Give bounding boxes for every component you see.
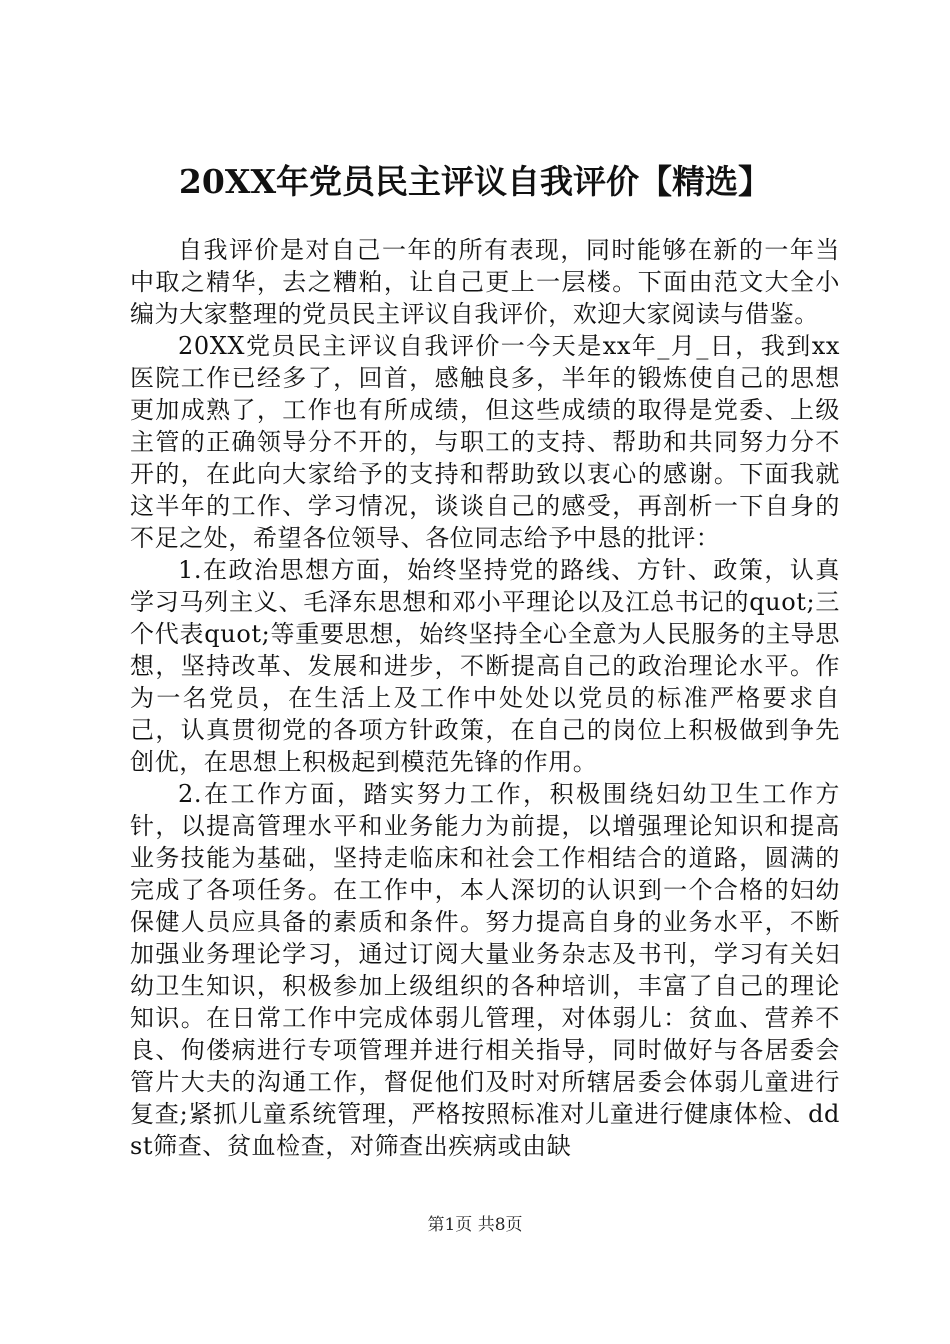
document-title: 20XX年党员民主评议自我评价【精选】 [178,162,772,201]
paragraph-opening: 20XX党员民主评议自我评价一今天是xx年_月_日，我到xx医院工作已经多了，回首，感触良多，半年的锻炼使自己的思想更加成熟了，工作也有所成绩，但这些成绩的取得是党委、上级主管的正确领导分不开的，与职工的支持、帮助和共同努力分不开的，在此向大家给予的支持和帮助致以衷心的感谢。下面我就这半年的工作、学习情况，谈谈自己的感受，再剖析一下自身的不足之处，希望各位领导、各位同志给予中恳的批评： [130,332,840,552]
paragraph-political: 1.在政治思想方面，始终坚持党的路线、方针、政策，认真学习马列主义、毛泽东思想和邓小平理论以及江总书记的quot;三个代表quot;等重要思想，始终坚持全心全意为人民服务的主导思想，坚持改革、发展和进步，不断提高自己的政治理论水平。作为一名党员，在生活上及工作中处处以党员的标准严格要求自己，认真贯彻党的各项方针政策，在自己的岗位上积极做到争先创优，在思想上积极起到模范先锋的作用。 [130,556,840,776]
document-body [130,234,840,1162]
page-number-footer: 第1页 共8页 [427,1215,523,1235]
paragraph-intro: 自我评价是对自己一年的所有表现，同时能够在新的一年当中取之精华，去之糟粕，让自己更上一层楼。下面由范文大全小编为大家整理的党员民主评议自我评价，欢迎大家阅读与借鉴。 [130,236,840,328]
paragraph-work: 2.在工作方面，踏实努力工作，积极围绕妇幼卫生工作方针，以提高管理水平和业务能力为前提，以增强理论知识和提高业务技能为基础，坚持走临床和社会工作相结合的道路，圆满的完成了各项任务。在工作中，本人深切的认识到一个合格的妇幼保健人员应具备的素质和条件。努力提高自身的业务水平，不断加强业务理论学习，通过订阅大量业务杂志及书刊，学习有关妇幼卫生知识，积极参加上级组织的各种培训，丰富了自己的理论知识。在日常工作中完成体弱儿管理，对体弱儿：贫血、营养不良、佝偻病进行专项管理并进行相关指导，同时做好与各居委会管片大夫的沟通工作，督促他们及时对所辖居委会体弱儿童进行复查;紧抓儿童系统管理，严格按照标准对儿童进行健康体检、ddst筛查、贫血检查，对筛查出疾病或由缺 [130,780,840,1160]
